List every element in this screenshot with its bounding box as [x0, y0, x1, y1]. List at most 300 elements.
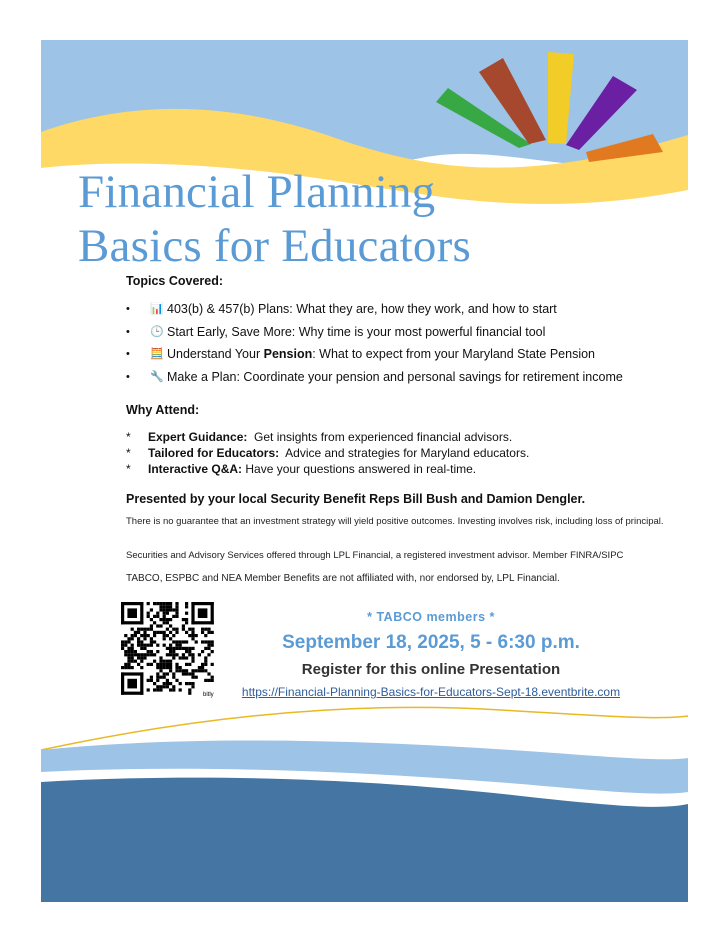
qr-module	[166, 653, 169, 656]
qr-module	[150, 663, 153, 666]
qr-module	[127, 637, 130, 640]
qr-module	[131, 660, 134, 663]
qr-module	[143, 644, 146, 647]
qr-module	[185, 672, 188, 675]
why-bold: Interactive Q&A:	[148, 462, 243, 476]
qr-module	[172, 656, 175, 659]
qr-module	[163, 660, 166, 663]
qr-module	[127, 650, 130, 653]
qr-module	[191, 647, 194, 650]
qr-module	[195, 669, 198, 672]
clock-icon: 🕒	[150, 325, 164, 338]
qr-module	[204, 640, 207, 643]
topics-list	[126, 298, 686, 388]
qr-module	[185, 612, 188, 615]
qr-module	[137, 637, 140, 640]
qr-module	[127, 640, 130, 643]
qr-module	[169, 660, 172, 663]
qr-module	[211, 640, 214, 643]
qr-module	[204, 663, 207, 666]
qr-module	[150, 637, 153, 640]
qr-module	[163, 634, 166, 637]
qr-module	[175, 663, 178, 666]
qr-module	[140, 640, 143, 643]
qr-module	[150, 644, 153, 647]
qr-module	[166, 672, 169, 675]
event-date: September 18, 2025, 5 - 6:30 p.m.	[282, 632, 580, 653]
qr-module	[188, 628, 191, 631]
qr-module	[191, 669, 194, 672]
qr-module	[147, 644, 150, 647]
qr-module	[175, 653, 178, 656]
qr-module	[137, 640, 140, 643]
qr-module	[172, 647, 175, 650]
qr-module	[169, 637, 172, 640]
qr-module	[175, 669, 178, 672]
qr-module	[131, 666, 134, 669]
qr-module	[166, 628, 169, 631]
qr-module	[207, 653, 210, 656]
qr-module	[140, 634, 143, 637]
audience-label: * TABCO members *	[367, 610, 495, 624]
qr-module	[159, 605, 162, 608]
qr-module	[140, 628, 143, 631]
qr-module	[134, 634, 137, 637]
qr-module	[185, 640, 188, 643]
qr-module	[140, 660, 143, 663]
qr-module	[179, 640, 182, 643]
qr-module	[207, 647, 210, 650]
qr-module	[143, 634, 146, 637]
qr-module	[150, 640, 153, 643]
star-bullet: *	[126, 446, 131, 460]
qr-module	[134, 650, 137, 653]
qr-module	[172, 640, 175, 643]
qr-module	[147, 628, 150, 631]
list-item	[126, 321, 686, 344]
qr-module	[169, 644, 172, 647]
qr-module	[127, 656, 130, 659]
qr-module	[207, 672, 210, 675]
qr-module	[159, 660, 162, 663]
list-item	[126, 343, 686, 366]
qr-module	[156, 615, 159, 618]
qr-module	[163, 605, 166, 608]
qr-module	[166, 663, 169, 666]
qr-module	[156, 644, 159, 647]
qr-module	[121, 672, 143, 675]
why-text	[148, 461, 476, 477]
qr-module	[172, 650, 175, 653]
qr-module	[166, 660, 169, 663]
qr-module	[169, 653, 172, 656]
calculator-icon: 🧮	[150, 348, 164, 360]
qr-module	[121, 647, 124, 650]
presented-by: Presented by your local Security Benefit Reps Bill Bush and Damion Dengler.	[126, 492, 586, 506]
qr-module	[163, 612, 166, 615]
qr-module	[156, 631, 159, 634]
qr-module	[175, 647, 178, 650]
qr-module	[201, 640, 204, 643]
qr-module	[169, 608, 172, 611]
qr-module	[169, 647, 172, 650]
qr-module	[172, 676, 175, 679]
qr-module	[175, 666, 178, 669]
qr-module	[137, 656, 140, 659]
qr-module	[159, 618, 162, 621]
qr-module	[172, 615, 175, 618]
qr-module	[137, 631, 140, 634]
disclaimer-affiliation: TABCO, ESPBC and NEA Member Benefits are not affiliated with, nor endorsed by, LPL Financial.	[126, 573, 560, 584]
qr-module	[185, 618, 188, 621]
qr-module	[166, 666, 169, 669]
bullet: •	[126, 348, 130, 360]
qr-module	[131, 653, 134, 656]
qr-module	[169, 669, 172, 672]
qr-module	[211, 644, 214, 647]
qr-module	[179, 656, 182, 659]
qr-module	[163, 621, 166, 624]
qr-module	[204, 628, 207, 631]
qr-module	[166, 608, 169, 611]
qr-module	[169, 650, 172, 653]
qr-module	[153, 621, 156, 624]
qr-module	[169, 663, 172, 666]
flyer-page	[41, 40, 688, 902]
bullet: •	[126, 303, 130, 315]
qr-module	[124, 653, 127, 656]
qr-module	[211, 602, 214, 624]
qr-module	[121, 602, 124, 624]
qr-module	[175, 612, 178, 615]
qr-module	[153, 653, 156, 656]
qr-module	[175, 628, 178, 631]
qr-module	[150, 608, 153, 611]
qr-module	[169, 631, 172, 634]
qr-module	[191, 602, 213, 605]
qr-module	[188, 663, 191, 666]
qr-module	[131, 634, 134, 637]
qr-module	[188, 647, 191, 650]
flyer-title-line1: Financial Planning	[78, 166, 436, 218]
qr-module	[131, 656, 134, 659]
qr-module	[182, 640, 185, 643]
qr-module	[159, 602, 162, 605]
qr-module	[204, 660, 207, 663]
qr-module	[182, 653, 185, 656]
qr-module	[198, 608, 208, 618]
qr-module	[175, 615, 178, 618]
qr-module	[191, 653, 194, 656]
qr-module	[204, 647, 207, 650]
qr-module	[172, 608, 175, 611]
qr-module	[182, 669, 185, 672]
qr-module	[156, 650, 159, 653]
qr-module	[124, 666, 127, 669]
qr-module	[172, 628, 175, 631]
qr-module	[140, 644, 143, 647]
qr-module	[163, 615, 166, 618]
qr-module	[198, 669, 201, 672]
qr-module	[147, 663, 150, 666]
qr-module	[201, 666, 204, 669]
qr-module	[179, 669, 182, 672]
qr-module	[195, 640, 198, 643]
qr-module	[207, 640, 210, 643]
qr-module	[124, 650, 127, 653]
qr-module	[201, 650, 204, 653]
qr-module	[156, 663, 159, 666]
qr-module	[127, 660, 130, 663]
why-bold: Tailored for Educators:	[148, 446, 280, 460]
qr-module	[143, 628, 146, 631]
qr-module	[150, 650, 153, 653]
why-text	[148, 445, 529, 461]
qr-module	[169, 666, 172, 669]
qr-module	[121, 602, 143, 605]
qr-module	[182, 656, 185, 659]
qr-module	[182, 672, 185, 675]
qr-module	[147, 615, 150, 618]
qr-bitly-label: bitly	[203, 692, 214, 698]
qr-module	[137, 644, 140, 647]
qr-module	[163, 666, 166, 669]
qr-module	[175, 644, 178, 647]
qr-module	[188, 650, 191, 653]
qr-module	[159, 656, 162, 659]
qr-module	[191, 628, 194, 631]
qr-module	[207, 644, 210, 647]
qr-module	[137, 663, 140, 666]
why-detail: Advice and strategies for Maryland educators.	[279, 446, 530, 460]
qr-module	[175, 602, 178, 605]
qr-module	[143, 656, 146, 659]
qr-module	[182, 647, 185, 650]
qr-module	[153, 634, 156, 637]
qr-module	[147, 653, 150, 656]
qr-module	[172, 634, 175, 637]
footer-wave-art	[41, 680, 688, 902]
why-bold: Expert Guidance:	[148, 430, 248, 444]
qr-module	[124, 644, 127, 647]
qr-module	[134, 660, 137, 663]
qr-module	[156, 672, 159, 675]
qr-module	[163, 618, 166, 621]
qr-module	[124, 634, 127, 637]
qr-module	[159, 663, 162, 666]
qr-module	[207, 628, 210, 631]
qr-module	[156, 612, 159, 615]
qr-module	[201, 628, 204, 631]
qr-module	[188, 672, 191, 675]
topic-text: 403(b) & 457(b) Plans: What they are, how they work, and how to start	[167, 302, 557, 316]
list-item	[126, 298, 686, 321]
qr-module	[131, 628, 134, 631]
qr-module	[185, 669, 188, 672]
qr-module	[169, 605, 172, 608]
qr-module	[150, 628, 153, 631]
disclaimer-lpl: Securities and Advisory Services offered through LPL Financial, a registered investment advisor. Member FINRA/SIPC	[126, 550, 624, 561]
why-text	[148, 429, 512, 445]
qr-module	[166, 602, 169, 605]
qr-module	[159, 631, 162, 634]
qr-module	[179, 666, 182, 669]
qr-module	[211, 631, 214, 634]
qr-module	[175, 640, 178, 643]
qr-module	[185, 656, 188, 659]
eventbrite-link[interactable]: https://Financial-Planning-Basics-for-Educators-Sept-18.eventbrite.com	[241, 685, 621, 699]
bar-chart-icon: 📊	[150, 303, 164, 315]
qr-module	[163, 637, 166, 640]
qr-module	[175, 605, 178, 608]
qr-module	[153, 640, 156, 643]
qr-module	[131, 647, 134, 650]
qr-module	[156, 666, 159, 669]
qr-module	[140, 653, 143, 656]
qr-module	[131, 644, 134, 647]
qr-module	[150, 676, 153, 679]
topic-text-part: : What to expect from your Maryland State Pension	[312, 347, 596, 361]
qr-module	[156, 624, 159, 627]
qr-module	[185, 602, 188, 605]
qr-module	[159, 669, 162, 672]
qr-module	[156, 602, 159, 605]
qr-module	[166, 647, 169, 650]
qr-module	[166, 618, 169, 621]
qr-module	[163, 602, 166, 605]
why-detail: Have your questions answered in real-time.	[242, 462, 477, 476]
qr-module	[195, 634, 198, 637]
qr-module	[153, 615, 156, 618]
qr-module	[143, 637, 146, 640]
qr-module	[179, 647, 182, 650]
qr-module	[191, 621, 213, 624]
qr-module	[188, 634, 191, 637]
qr-module	[121, 644, 124, 647]
star-bullet: *	[126, 462, 131, 476]
qr-module	[201, 669, 204, 672]
register-text: Register for this online Presentation	[301, 661, 561, 678]
qr-module	[211, 676, 214, 679]
qr-module	[137, 653, 140, 656]
qr-module	[211, 663, 214, 666]
qr-module	[198, 653, 201, 656]
qr-module	[179, 644, 182, 647]
qr-module	[185, 650, 188, 653]
star-bullet: *	[126, 430, 131, 444]
bullet: •	[126, 370, 130, 383]
qr-module	[182, 618, 185, 621]
qr-module	[191, 631, 194, 634]
qr-module	[172, 653, 175, 656]
qr-module	[163, 644, 166, 647]
qr-module	[127, 608, 137, 618]
qr-module	[143, 647, 146, 650]
qr-module	[140, 656, 143, 659]
qr-module	[163, 676, 166, 679]
qr-module	[211, 650, 214, 653]
qr-module	[191, 637, 194, 640]
qr-module	[163, 608, 166, 611]
qr-module	[169, 624, 172, 627]
qr-module	[204, 656, 207, 659]
topic-text: Make a Plan: Coordinate your pension and personal savings for retirement income	[167, 369, 623, 384]
qr-module	[143, 653, 146, 656]
bullet: •	[126, 325, 130, 338]
flyer-title-line2: Basics for Educators	[78, 220, 471, 272]
qr-module	[163, 663, 166, 666]
qr-module	[147, 650, 150, 653]
qr-module	[169, 618, 172, 621]
qr-module	[131, 637, 134, 640]
qr-module	[185, 647, 188, 650]
qr-module	[159, 608, 162, 611]
qr-module	[201, 631, 204, 634]
qr-module	[159, 666, 162, 669]
qr-module	[191, 676, 194, 679]
qr-module	[147, 634, 150, 637]
qr-module	[127, 653, 130, 656]
qr-module	[163, 631, 166, 634]
topic-text: Start Early, Save More: Why time is your most powerful financial tool	[167, 324, 546, 339]
qr-module	[147, 612, 150, 615]
qr-module	[121, 640, 124, 643]
qr-module	[201, 663, 204, 666]
qr-module	[182, 628, 185, 631]
qr-module	[134, 653, 137, 656]
qr-module	[153, 660, 156, 663]
qr-module	[153, 631, 156, 634]
topic-text-bold: Pension	[263, 347, 313, 361]
qr-module	[150, 653, 153, 656]
qr-module	[166, 621, 169, 624]
topics-heading: Topics Covered:	[126, 274, 224, 288]
qr-module	[156, 676, 159, 679]
qr-module	[140, 666, 143, 669]
qr-module	[191, 634, 194, 637]
qr-module	[166, 612, 169, 615]
qr-module	[131, 650, 134, 653]
qr-module	[140, 647, 143, 650]
qr-module	[143, 631, 146, 634]
qr-module	[121, 621, 143, 624]
qr-module	[147, 602, 150, 605]
qr-module	[185, 663, 188, 666]
qr-module	[159, 624, 162, 627]
qr-module	[127, 647, 130, 650]
qr-module	[207, 631, 210, 634]
qr-module	[191, 602, 194, 624]
qr-module	[191, 660, 194, 663]
qr-module	[124, 663, 127, 666]
qr-module	[137, 628, 140, 631]
qr-module	[204, 634, 207, 637]
disclaimer-risk: There is no guarantee that an investment strategy will yield positive outcomes. Investing involves risk, including loss of principal.	[126, 516, 664, 527]
qr-module	[127, 663, 130, 666]
qr-module	[166, 605, 169, 608]
topic-text	[167, 343, 595, 366]
wrench-icon: 🔧	[150, 370, 164, 383]
why-detail: Get insights from experienced financial advisors.	[247, 430, 513, 444]
qr-module	[198, 666, 201, 669]
why-attend-heading: Why Attend:	[126, 403, 200, 417]
qr-module	[169, 602, 172, 605]
qr-module	[195, 676, 198, 679]
qr-module	[121, 666, 124, 669]
qr-module	[163, 672, 166, 675]
qr-module	[166, 634, 169, 637]
qr-module	[159, 676, 162, 679]
